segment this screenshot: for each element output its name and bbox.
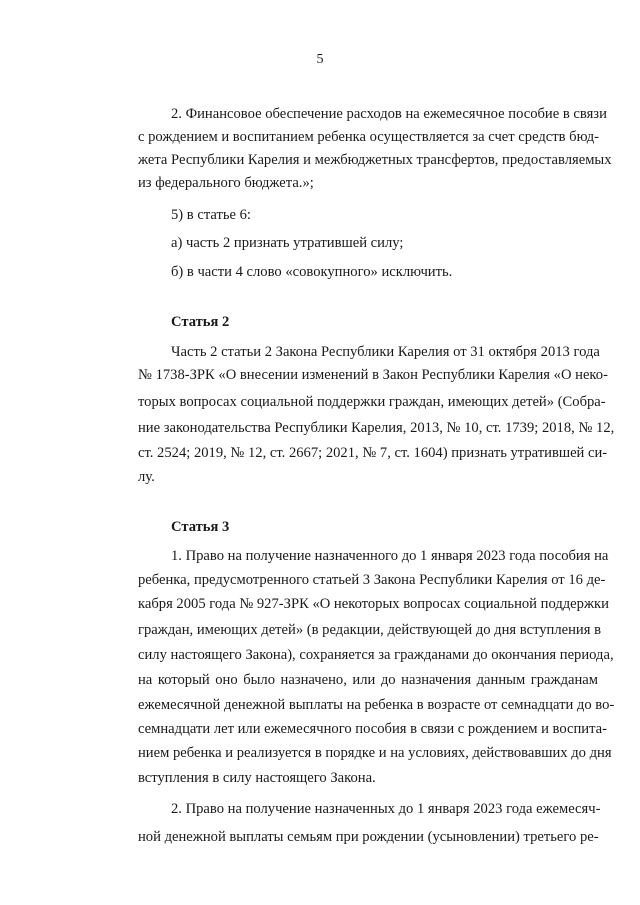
paragraph-line: 2. Финансовое обеспечение расходов на ежемесячное пособие в связи (171, 106, 607, 122)
paragraph-line: семнадцати лет или ежемесячного пособия в связи с рождением и воспита- (138, 721, 608, 737)
list-item: 5) в статье 6: (171, 207, 251, 223)
paragraph-line: вступления в силу настоящего Закона. (138, 770, 376, 786)
list-item: б) в части 4 слово «совокупного» исключить. (171, 264, 453, 280)
paragraph-line: граждан, имеющих детей» (в редакции, действующей до дня вступления в (138, 622, 601, 638)
paragraph-line: торых вопросах социальной поддержки граждан, имеющих детей» (Собра- (138, 394, 606, 410)
article-2-heading: Статья 2 (171, 314, 230, 330)
paragraph-line: ние законодательства Республики Карелия, 2013, № 10, ст. 1739; 2018, № 12, (138, 420, 615, 436)
paragraph-line: нием ребенка и реализуется в порядке и на условиях, действовавших до дня (138, 745, 612, 761)
article-3-heading: Статья 3 (171, 519, 230, 535)
paragraph-line: ной денежной выплаты семьям при рождении (усыновлении) третьего ре- (138, 829, 599, 845)
paragraph-line: ребенка, предусмотренного статьей 3 Закона Республики Карелия от 16 де- (138, 572, 606, 588)
paragraph-line: 2. Право на получение назначенных до 1 января 2023 года ежемесяч- (171, 801, 601, 817)
page-number: 5 (316, 52, 324, 67)
paragraph-line: с рождением и воспитанием ребенка осуществляется за счет средств бюд- (138, 129, 600, 145)
paragraph-line: из федерального бюджета.»; (138, 175, 314, 191)
paragraph-line: жета Республики Карелия и межбюджетных трансфертов, предоставляемых (138, 152, 612, 168)
paragraph-line: силу настоящего Закона), сохраняется за гражданами до окончания периода, (138, 647, 614, 663)
paragraph-line: 1. Право на получение назначенного до 1 января 2023 года пособия на (171, 548, 609, 564)
paragraph-line: кабря 2005 года № 927-ЗРК «О некоторых вопросах социальной поддержки (138, 596, 609, 612)
list-item: а) часть 2 признать утратившей силу; (171, 235, 404, 251)
paragraph-line: лу. (138, 469, 155, 485)
paragraph-line: на который оно было назначено, или до назначения данным гражданам (138, 672, 598, 688)
paragraph-line: ежемесячной денежной выплаты на ребенка в возрасте от семнадцати до во- (138, 697, 615, 713)
paragraph-line: № 1738-ЗРК «О внесении изменений в Закон Республики Карелия «О неко- (138, 367, 608, 383)
paragraph-line: ст. 2524; 2019, № 12, ст. 2667; 2021, № 7, ст. 1604) признать утратившей си- (138, 445, 608, 461)
paragraph-line: Часть 2 статьи 2 Закона Республики Карелия от 31 октября 2013 года (171, 344, 600, 360)
